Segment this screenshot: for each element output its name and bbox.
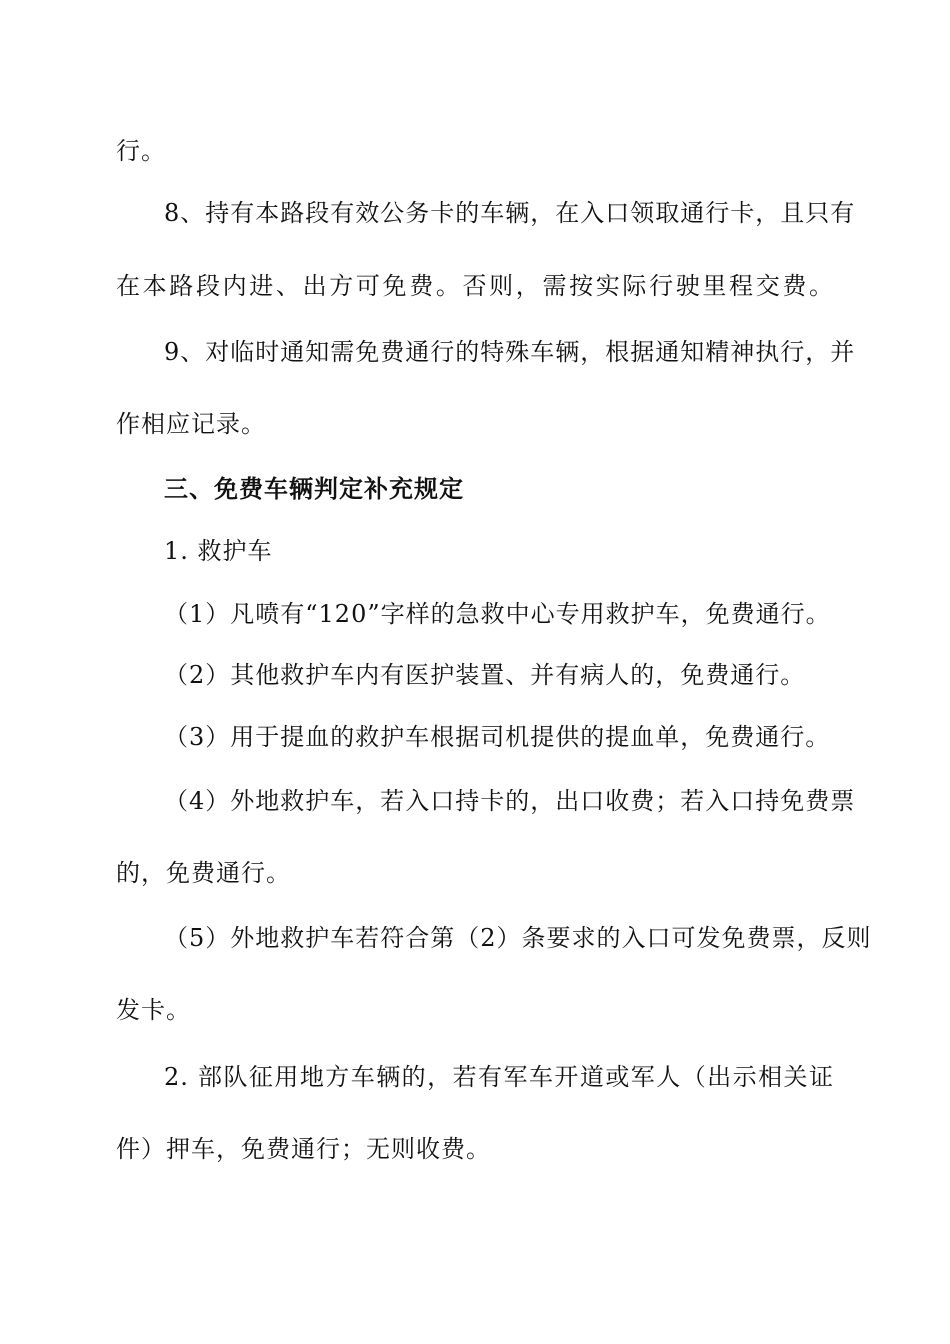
ambulance-rule-2: （2）其他救护车内有医护装置、并有病人的，免费通行。 (164, 661, 806, 689)
ambulance-rule-5-line-1: （5）外地救护车若符合第（2）条要求的入口可发免费票，反则 (164, 924, 872, 952)
military-rule-line-1: 2. 部队征用地方车辆的，若有军车开道或军人（出示相关证 (164, 1063, 834, 1091)
text-line-1: 行。 (116, 137, 166, 165)
item-8-line-2: 在本路段内进、出方可免费。否则，需按实际行驶里程交费。 (116, 272, 834, 300)
ambulance-rule-5-line-2: 发卡。 (116, 996, 191, 1024)
ambulance-rule-4-line-2: 的，免费通行。 (116, 859, 291, 887)
section-heading: 三、免费车辆判定补充规定 (164, 474, 464, 503)
item-8-line-1: 8、持有本路段有效公务卡的车辆，在入口领取通行卡，且只有 (164, 199, 856, 227)
military-rule-line-2: 件）押车，免费通行；无则收费。 (116, 1135, 491, 1163)
ambulance-rule-4-line-1: （4）外地救护车，若入口持卡的，出口收费；若入口持免费票 (164, 787, 856, 815)
ambulance-rule-3: （3）用于提血的救护车根据司机提供的提血单，免费通行。 (164, 723, 831, 751)
ambulance-rule-1: （1）凡喷有“120”字样的急救中心专用救护车，免费通行。 (164, 600, 831, 628)
subheading-ambulance: 1. 救护车 (164, 537, 273, 565)
item-9-line-2: 作相应记录。 (116, 410, 266, 438)
item-9-line-1: 9、对临时通知需免费通行的特殊车辆，根据通知精神执行，并 (164, 338, 856, 366)
